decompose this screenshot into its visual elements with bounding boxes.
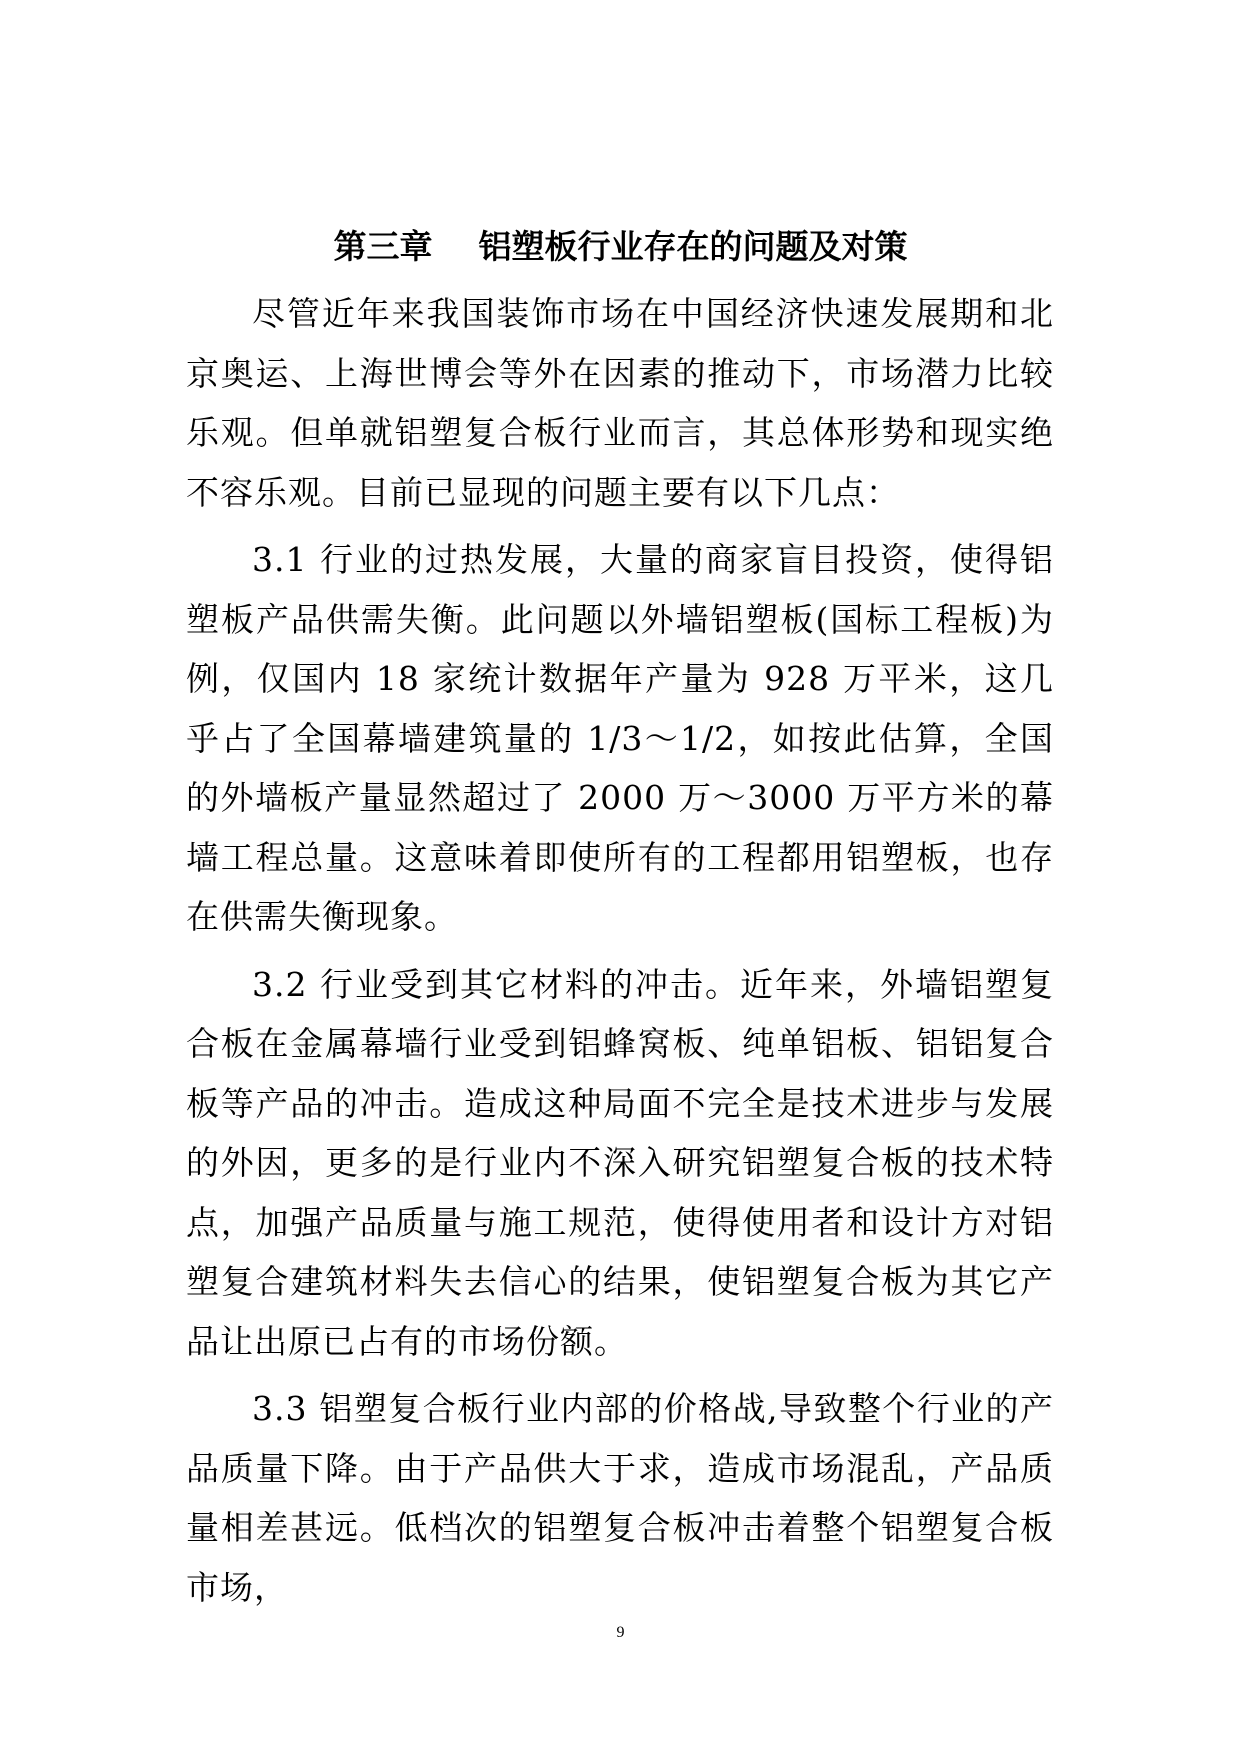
chapter-title: 第三章 铝塑板行业存在的问题及对策 (333, 227, 908, 266)
paragraph-3-1: 3.1 行业的过热发展，大量的商家盲目投资，使得铝塑板产品供需失衡。此问题以外墙铝塑板(国标工程板)为例，仅国内 18 家统计数据年产量为 928 万平米，这几乎占了全国幕墙建筑量的 1/3～1/2，如按此估算，全国的外墙板产量显然超过了 2000 万～3000 万平方米的幕墙工程总量。这意味着即使所有的工程都用铝塑板，也存在供需失衡现象。 (186, 540, 1054, 936)
body-text (186, 284, 1054, 1617)
page-number: 9 (616, 1624, 625, 1641)
paragraph-3-2: 3.2 行业受到其它材料的冲击。近年来，外墙铝塑复合板在金属幕墙行业受到铝蜂窝板、纯单铝板、铝铝复合板等产品的冲击。造成这种局面不完全是技术进步与发展的外因，更多的是行业内不深入研究铝塑复合板的技术特点，加强产品质量与施工规范，使得使用者和设计方对铝塑复合建筑材料失去信心的结果，使铝塑复合板为其它产品让出原已占有的市场份额。 (186, 964, 1054, 1361)
paragraph-intro: 尽管近年来我国装饰市场在中国经济快速发展期和北京奥运、上海世博会等外在因素的推动下，市场潜力比较乐观。但单就铝塑复合板行业而言，其总体形势和现实绝不容乐观。目前已显现的问题主要有以下几点： (186, 294, 1054, 512)
paragraph-3-3: 3.3 铝塑复合板行业内部的价格战,导致整个行业的产品质量下降。由于产品供大于求，造成市场混乱，产品质量相差甚远。低档次的铝塑复合板冲击着整个铝塑复合板市场， (186, 1389, 1054, 1607)
